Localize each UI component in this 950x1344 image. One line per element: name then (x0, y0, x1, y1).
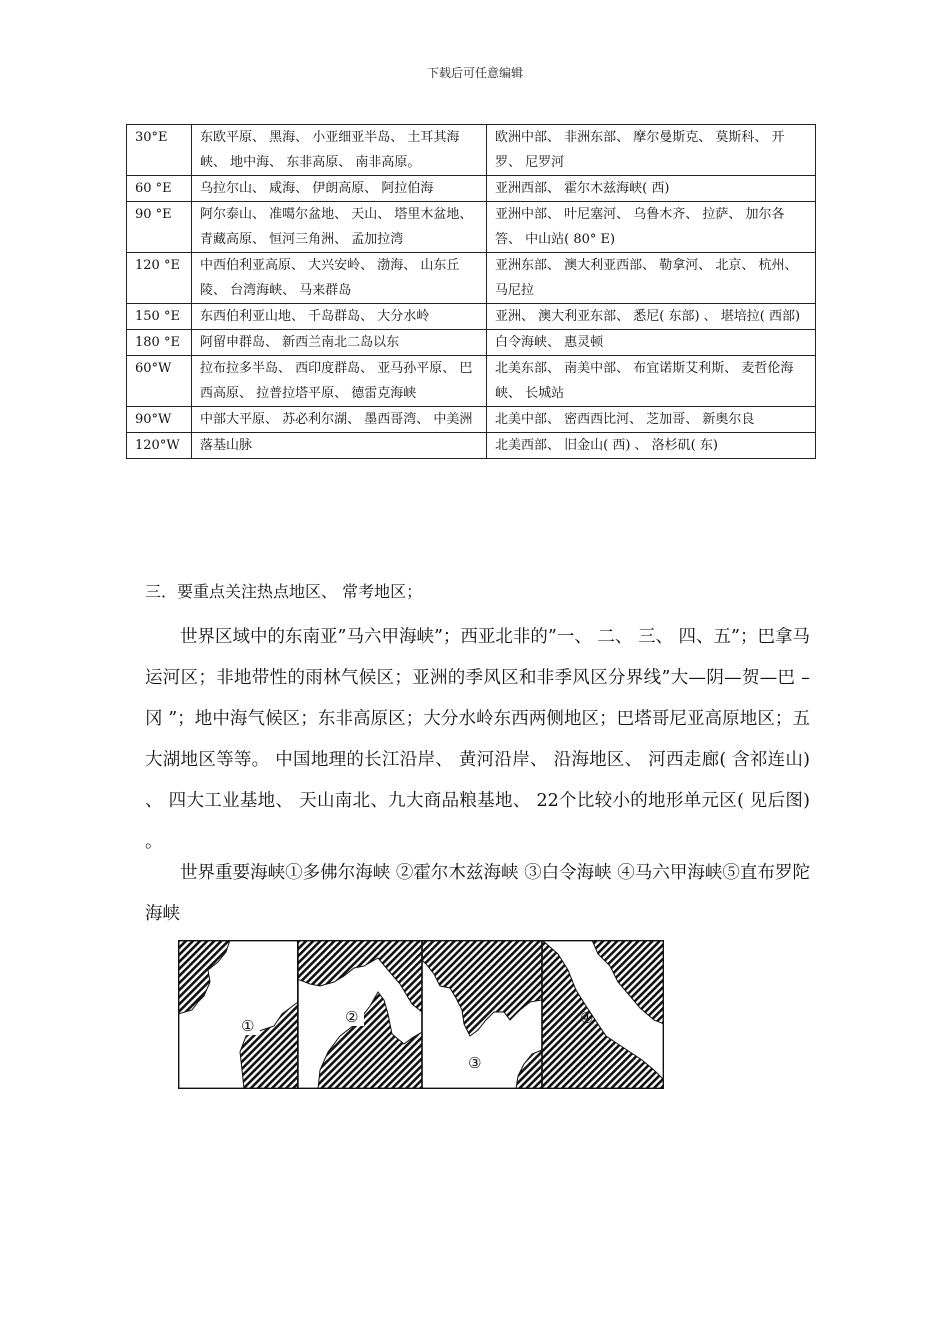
longitude-cell: 60°W (127, 356, 192, 407)
places-cell: 亚洲西部、 霍尔木兹海峡( 西) (487, 176, 816, 202)
places-cell: 白令海峡、 惠灵顿 (487, 330, 816, 356)
longitude-cell: 120 °E (127, 253, 192, 304)
table-row (127, 407, 816, 433)
places-cell: 亚洲、 澳大利亚东部、 悉尼( 东部) 、 堪培拉( 西部) (487, 304, 816, 330)
section-heading: 三．要重点关注热点地区、 常考地区； (145, 582, 423, 601)
straits-paragraph: 世界重要海峡①多佛尔海峡 ②霍尔木兹海峡 ③白令海峡 ④马六甲海峡⑤直布罗陀海峡 (145, 863, 810, 924)
places-cell: 亚洲东部、 澳大利亚西部、 勒拿河、 北京、 杭州、 马尼拉 (487, 253, 816, 304)
places-cell: 亚洲中部、 叶尼塞河、 乌鲁木齐、 拉萨、 加尔各答、 中山站( 80° E) (487, 202, 816, 253)
physical-features-cell: 东西伯利亚山地、 千岛群岛、 大分水岭 (192, 304, 487, 330)
places-cell: 欧洲中部、 非洲东部、 摩尔曼斯克、 莫斯科、 开罗、 尼罗河 (487, 125, 816, 176)
places-cell: 北美中部、 密西西比河、 芝加哥、 新奥尔良 (487, 407, 816, 433)
table-row (127, 253, 816, 304)
land-mass (178, 940, 230, 1014)
longitude-cell: 90 °E (127, 202, 192, 253)
longitude-cell: 90°W (127, 407, 192, 433)
longitude-cell: 120°W (127, 433, 192, 459)
longitude-cell: 180 °E (127, 330, 192, 356)
table-row (127, 433, 816, 459)
land-mass (422, 940, 542, 1036)
longitude-cell: 150 °E (127, 304, 192, 330)
map-label-3: ③ (468, 1054, 482, 1072)
land-mass (318, 992, 422, 1089)
physical-features-cell: 落基山脉 (192, 433, 487, 459)
land-mass (298, 940, 422, 1012)
physical-features-cell: 东欧平原、 黑海、 小亚细亚半岛、 土耳其海峡、 地中海、 东非高原、 南非高原。 (192, 125, 487, 176)
hotspot-paragraph: 世界区域中的东南亚”马六甲海峡”；西亚北非的”一、 二、 三、 四、五”；巴拿马运河区；非地带性的雨林气候区；亚洲的季风区和非季风区分界线”大—阴—贺—巴 –冈 ”；地中海气候区；东非高原区；大分水岭东西两侧地区；巴塔哥尼亚高原地区；五大湖地区等等。 中国地理的长江沿岸、 黄河沿岸、 沿海地区、 河西走廊( 含祁连山) 、 四大工业基地、 天山南北、九大商品粮基地、 22个比较小的地形单元区( 见后图) 。 (145, 627, 810, 852)
table-row (127, 125, 816, 176)
map-label-1: ① (241, 1017, 255, 1035)
table-row (127, 330, 816, 356)
physical-features-cell: 中部大平原、 苏必利尔湖、 墨西哥湾、 中美洲 (192, 407, 487, 433)
physical-features-cell: 中西伯利亚高原、 大兴安岭、 渤海、 山东丘陵、 台湾海峡、 马来群岛 (192, 253, 487, 304)
strait-map-1 (178, 940, 298, 1089)
longitude-table (126, 124, 816, 459)
physical-features-cell: 拉布拉多半岛、 西印度群岛、 亚马孙平原、 巴西高原、 拉普拉塔平原、 德雷克海峡 (192, 356, 487, 407)
physical-features-cell: 乌拉尔山、 咸海、 伊朗高原、 阿拉伯海 (192, 176, 487, 202)
places-cell: 北美东部、 南美中部、 布宜诺斯艾利斯、 麦哲伦海峡、 长城站 (487, 356, 816, 407)
longitude-cell: 30°E (127, 125, 192, 176)
physical-features-cell: 阿留申群岛、 新西兰南北二岛以东 (192, 330, 487, 356)
table-row (127, 356, 816, 407)
land-mass (516, 1050, 542, 1089)
page-header: 下载后可任意编辑 (426, 66, 523, 80)
map-label-2: ② (345, 1008, 359, 1026)
table-row (127, 202, 816, 253)
table-row (127, 176, 816, 202)
map-label-4: ④ (580, 1009, 594, 1027)
physical-features-cell: 阿尔泰山、 准噶尔盆地、 天山、 塔里木盆地、 青藏高原、 恒河三角洲、 孟加拉湾 (192, 202, 487, 253)
longitude-cell: 60 °E (127, 176, 192, 202)
table-row (127, 304, 816, 330)
straits-map-figure (178, 940, 664, 1089)
strait-map-4 (542, 940, 664, 1089)
places-cell: 北美西部、 旧金山( 西) 、 洛杉矶( 东) (487, 433, 816, 459)
